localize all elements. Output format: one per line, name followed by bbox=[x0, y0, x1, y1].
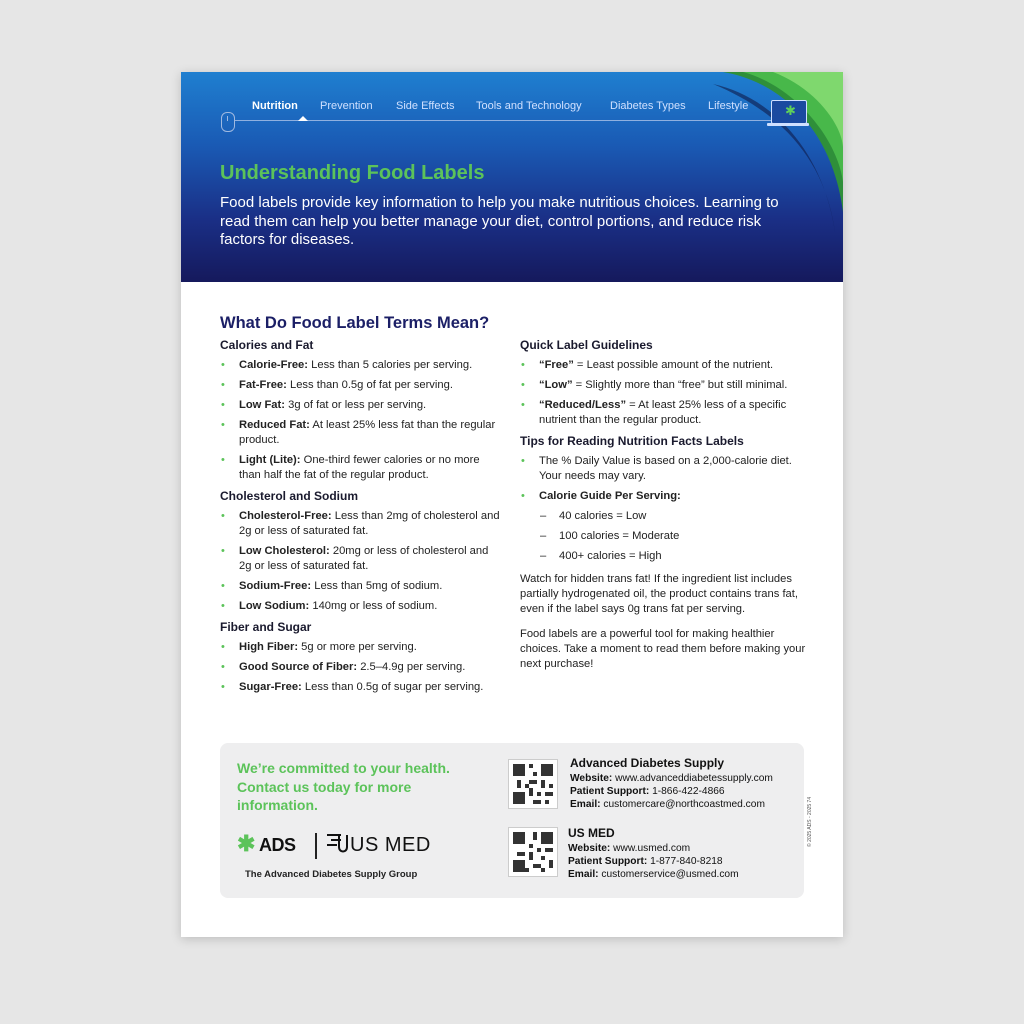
list-item: – 40 calories = Low bbox=[520, 509, 810, 524]
usmed-email[interactable]: Email: customerservice@usmed.com bbox=[568, 869, 739, 880]
left-column bbox=[220, 338, 500, 701]
list-item: • Good Source of Fiber: 2.5–4.9g per serving. bbox=[220, 660, 500, 675]
ads-phone[interactable]: Patient Support: 1-866-422-4866 bbox=[570, 786, 725, 797]
list-item: • Low Cholesterol: 20mg or less of cholesterol and 2g or less of saturated fat. bbox=[220, 544, 500, 574]
right-column bbox=[520, 338, 810, 682]
ads-name: Advanced Diabetes Supply bbox=[570, 756, 725, 770]
usmed-mark-icon bbox=[327, 831, 349, 857]
list-item: • “Low” = Slightly more than “free” but still minimal. bbox=[520, 378, 810, 393]
closing-note: Food labels are a powerful tool for making healthier choices. Take a moment to read them before making your next purchase! bbox=[520, 628, 806, 670]
cholesterol-list bbox=[220, 509, 500, 614]
nav-divider bbox=[235, 120, 775, 121]
usmed-phone[interactable]: Patient Support: 1-877-840-8218 bbox=[568, 856, 723, 867]
quick-list bbox=[520, 358, 810, 428]
section-title-calories: Calories and Fat bbox=[220, 338, 314, 352]
laptop-base bbox=[767, 123, 809, 126]
document-code: © 2025 ADS - 2025 74 bbox=[807, 796, 813, 847]
trans-fat-note: Watch for hidden trans fat! If the ingredient list includes partially hydrogenated oil, the product contains trans fat, even if the label says 0g trans fat per serving. bbox=[520, 573, 798, 615]
ads-email[interactable]: Email: customercare@northcoastmed.com bbox=[570, 799, 765, 810]
section-title-tips: Tips for Reading Nutrition Facts Labels bbox=[520, 434, 744, 448]
list-item: – 100 calories = Moderate bbox=[520, 529, 810, 544]
usmed-logo: US MED bbox=[350, 834, 431, 856]
person-icon: ✱ bbox=[785, 103, 796, 118]
nav-item-tools[interactable]: Tools and Technology bbox=[476, 100, 582, 112]
list-item: • Low Fat: 3g of fat or less per serving. bbox=[220, 398, 500, 413]
ads-website[interactable]: Website: www.advanceddiabetessupply.com bbox=[570, 773, 773, 784]
calories-list bbox=[220, 358, 500, 483]
list-item: • Sodium-Free: Less than 5mg of sodium. bbox=[220, 579, 500, 594]
list-item: • Cholesterol-Free: Less than 2mg of cholesterol and 2g or less of saturated fat. bbox=[220, 509, 500, 539]
contact-footer bbox=[220, 743, 804, 898]
section-title-cholesterol: Cholesterol and Sodium bbox=[220, 489, 359, 503]
nav-item-prevention[interactable]: Prevention bbox=[320, 100, 373, 112]
ads-qr-code[interactable] bbox=[508, 759, 558, 809]
list-item: • Fat-Free: Less than 0.5g of fat per serving. bbox=[220, 378, 500, 393]
ads-person-icon: ✱ bbox=[237, 831, 256, 856]
ads-contact bbox=[570, 757, 773, 811]
group-tagline: The Advanced Diabetes Supply Group bbox=[245, 869, 418, 880]
list-item: • Sugar-Free: Less than 0.5g of sugar per serving. bbox=[220, 680, 500, 695]
calorie-guide-list bbox=[520, 509, 810, 564]
list-item: • “Reduced/Less” = At least 25% less of a specific nutrient than the regular product. bbox=[520, 398, 810, 428]
section-title-quick: Quick Label Guidelines bbox=[520, 338, 653, 352]
usmed-website[interactable]: Website: www.usmed.com bbox=[568, 843, 691, 854]
ads-logo: ADS bbox=[259, 835, 296, 855]
topic-nav bbox=[221, 98, 801, 128]
list-item: • Calorie-Free: Less than 5 calories per serving. bbox=[220, 358, 500, 373]
list-item: • Light (Lite): One-third fewer calories or no more than half the fat of the regular product. bbox=[220, 453, 500, 483]
fiber-list bbox=[220, 640, 500, 695]
list-item: • High Fiber: 5g or more per serving. bbox=[220, 640, 500, 655]
section-heading: What Do Food Label Terms Mean? bbox=[220, 314, 490, 332]
brand-logos bbox=[237, 829, 457, 863]
list-item: • “Free” = Least possible amount of the nutrient. bbox=[520, 358, 810, 373]
hero-banner bbox=[181, 72, 843, 282]
intro-text: Food labels provide key information to help you make nutritious choices. Learning to read them can help you better manage your diet, control portions, and reduce risk factors for diseases. bbox=[220, 194, 779, 248]
list-item: • Reduced Fat: At least 25% less fat than the regular product. bbox=[220, 418, 500, 448]
usmed-qr-code[interactable] bbox=[508, 827, 558, 877]
page-title: Understanding Food Labels bbox=[220, 162, 485, 184]
list-item: • Calorie Guide Per Serving: bbox=[520, 489, 810, 504]
active-caret-icon bbox=[298, 116, 308, 121]
list-item: – 400+ calories = High bbox=[520, 549, 810, 564]
nav-item-diabetes-types[interactable]: Diabetes Types bbox=[610, 100, 686, 112]
tips-list bbox=[520, 454, 810, 504]
list-item: • The % Daily Value is based on a 2,000-calorie diet. Your needs may vary. bbox=[520, 454, 810, 484]
list-item: • Low Sodium: 140mg or less of sodium. bbox=[220, 599, 500, 614]
section-title-fiber: Fiber and Sugar bbox=[220, 620, 312, 634]
nav-item-side-effects[interactable]: Side Effects bbox=[396, 100, 455, 112]
mouse-icon bbox=[221, 112, 235, 132]
commitment-text: We’re committed to your health. Contact us today for more information. bbox=[237, 760, 450, 813]
nav-item-nutrition[interactable]: Nutrition bbox=[252, 100, 298, 112]
nav-item-lifestyle[interactable]: Lifestyle bbox=[708, 100, 749, 112]
usmed-name: US MED bbox=[568, 826, 615, 840]
logo-divider bbox=[315, 833, 317, 859]
flyer-page bbox=[181, 72, 843, 937]
usmed-contact bbox=[568, 827, 739, 881]
